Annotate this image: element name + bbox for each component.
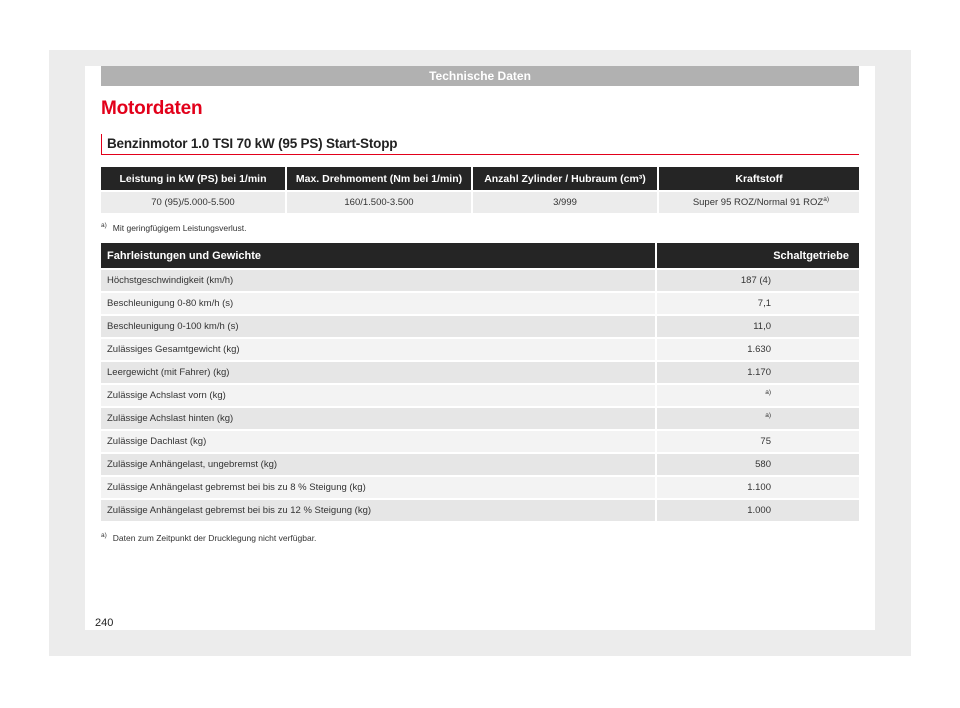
- footnote-data-unavailable: [101, 532, 316, 543]
- row-value: 75: [657, 429, 859, 452]
- table-row: [101, 406, 859, 429]
- footnote-power-loss: [101, 222, 247, 233]
- row-label: Zulässige Achslast hinten (kg): [101, 406, 657, 429]
- row-label: Zulässige Anhängelast gebremst bei bis zu 12 % Steigung (kg): [101, 498, 657, 521]
- engine-data-table: [101, 167, 859, 213]
- performance-table-header-row: [101, 243, 859, 268]
- row-label: Leergewicht (mit Fahrer) (kg): [101, 360, 657, 383]
- row-label: Zulässige Anhängelast, ungebremst (kg): [101, 452, 657, 475]
- row-value: 1.170: [657, 360, 859, 383]
- subtitle-rule-horizontal: [101, 154, 859, 155]
- table-row: [101, 452, 859, 475]
- engine-subtitle: Benzinmotor 1.0 TSI 70 kW (95 PS) Start-Stopp: [107, 136, 398, 151]
- performance-header-label: Fahrleistungen und Gewichte: [101, 243, 657, 268]
- footnote-marker: a): [101, 532, 107, 539]
- engine-cell-torque: 160/1.500-3.500: [287, 190, 473, 213]
- engine-header-power: Leistung in kW (PS) bei 1/min: [101, 167, 287, 190]
- row-label: Zulässige Achslast vorn (kg): [101, 383, 657, 406]
- row-value: 11,0: [657, 314, 859, 337]
- row-value: [657, 406, 859, 429]
- page-title: Motordaten: [101, 98, 203, 119]
- table-row: [101, 429, 859, 452]
- row-label: Beschleunigung 0-100 km/h (s): [101, 314, 657, 337]
- table-row: [101, 475, 859, 498]
- row-label: Höchstgeschwindigkeit (km/h): [101, 268, 657, 291]
- row-value: 1.000: [657, 498, 859, 521]
- footnote-ref: a): [765, 389, 771, 397]
- footnote-text: Daten zum Zeitpunkt der Drucklegung nicht verfügbar.: [112, 532, 317, 543]
- engine-header-fuel: Kraftstoff: [659, 167, 859, 190]
- performance-weights-table: [101, 243, 859, 521]
- table-row: [101, 383, 859, 406]
- footnote-text: Mit geringfügigem Leistungsverlust.: [112, 222, 247, 233]
- table-row: [101, 498, 859, 521]
- engine-table-header-row: [101, 167, 859, 190]
- row-label: Zulässige Anhängelast gebremst bei bis zu 8 % Steigung (kg): [101, 475, 657, 498]
- footnote-marker: a): [101, 222, 107, 229]
- engine-cell-fuel: [659, 190, 859, 213]
- footnote-ref: a): [765, 412, 771, 420]
- engine-cell-power: 70 (95)/5.000-5.500: [101, 190, 287, 213]
- engine-table-row: [101, 190, 859, 213]
- table-row: [101, 314, 859, 337]
- table-row: [101, 360, 859, 383]
- page-number: 240: [95, 617, 114, 629]
- engine-header-cylinders: Anzahl Zylinder / Hubraum (cm³): [473, 167, 659, 190]
- row-value: 187 (4): [657, 268, 859, 291]
- engine-cell-cylinders: 3/999: [473, 190, 659, 213]
- engine-fuel-value: Super 95 ROZ/Normal 91 ROZ: [692, 197, 824, 209]
- row-label: Zulässiges Gesamtgewicht (kg): [101, 337, 657, 360]
- row-value: 1.630: [657, 337, 859, 360]
- row-label: Beschleunigung 0-80 km/h (s): [101, 291, 657, 314]
- row-value: 7,1: [657, 291, 859, 314]
- footnote-ref: a): [823, 196, 829, 204]
- row-value: [657, 383, 859, 406]
- performance-header-gearbox: Schaltgetriebe: [657, 243, 859, 268]
- table-row: [101, 337, 859, 360]
- row-label: Zulässige Dachlast (kg): [101, 429, 657, 452]
- table-row: [101, 268, 859, 291]
- engine-header-torque: Max. Drehmoment (Nm bei 1/min): [287, 167, 473, 190]
- section-header-bar: Technische Daten: [101, 66, 859, 86]
- row-value: 580: [657, 452, 859, 475]
- row-value: 1.100: [657, 475, 859, 498]
- table-row: [101, 291, 859, 314]
